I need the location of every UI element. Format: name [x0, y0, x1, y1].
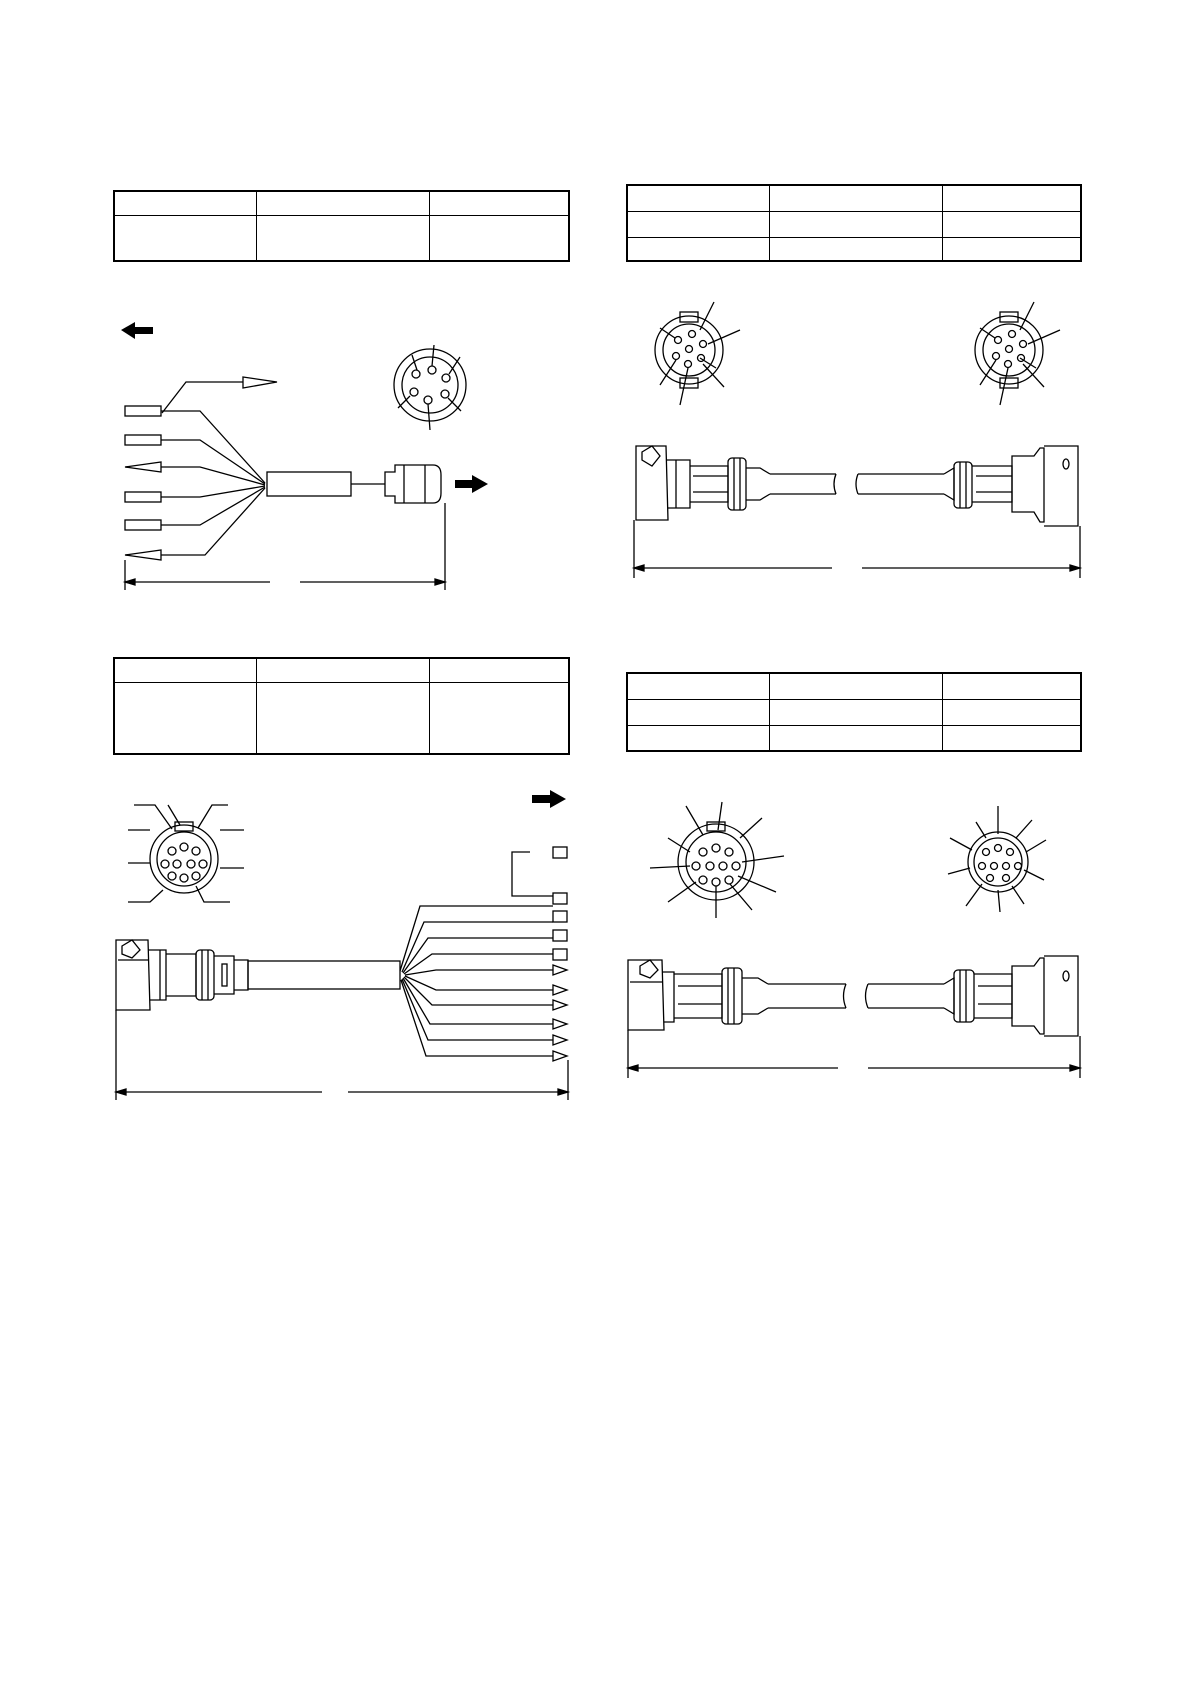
spade-terminal	[553, 847, 567, 858]
dimension-arrowhead	[116, 1089, 126, 1095]
plug-left	[628, 960, 768, 1030]
cable-sleeve	[248, 961, 400, 989]
arrow-right-icon	[455, 475, 488, 493]
connector-face-9pin-right	[948, 806, 1046, 912]
connector-face-6pin	[394, 345, 466, 430]
lead-wire	[400, 906, 553, 1056]
dimension-arrowhead	[558, 1089, 568, 1095]
plug-right	[944, 446, 1078, 526]
lead-wire	[512, 852, 553, 896]
cable	[770, 474, 836, 494]
cable-sleeve	[267, 472, 351, 496]
plug-right	[944, 956, 1078, 1036]
arrow-left-icon	[121, 322, 153, 339]
cable	[768, 984, 846, 1008]
dimension-arrowhead	[1070, 1065, 1080, 1071]
plug	[116, 940, 248, 1010]
spade-terminal	[553, 893, 567, 904]
cable	[856, 474, 944, 494]
arrow-right-icon	[532, 790, 566, 808]
spade-terminal	[125, 492, 161, 502]
dimension-arrowhead	[634, 565, 644, 571]
spade-terminal	[553, 930, 567, 941]
connector-face-10pin	[128, 805, 244, 902]
connector-face-10pin-left	[650, 802, 784, 918]
cable-d-drawing	[628, 802, 1080, 1078]
connector-face-7pin-right	[975, 302, 1060, 405]
cable-a-drawing	[121, 322, 488, 590]
plug-left	[636, 446, 770, 520]
dimension-arrowhead	[435, 579, 445, 585]
lead-wire	[161, 411, 265, 483]
dimension-arrowhead	[125, 579, 135, 585]
plug-body	[385, 465, 441, 503]
spade-terminal	[553, 911, 567, 922]
cable	[866, 984, 945, 1008]
connector-face-7pin-left	[655, 302, 740, 405]
lead-wire	[162, 382, 243, 413]
lead-wire	[161, 440, 265, 484]
dimension-arrowhead	[1070, 565, 1080, 571]
lead-wire	[161, 467, 265, 485]
cable-b-drawing	[634, 302, 1080, 578]
pin-terminal	[125, 550, 161, 560]
lead-wire	[161, 486, 265, 497]
spade-terminal	[553, 949, 567, 960]
pin-terminal	[125, 462, 161, 472]
spade-terminal	[125, 520, 161, 530]
dimension-arrowhead	[628, 1065, 638, 1071]
spade-terminal	[125, 435, 161, 445]
lead-wire	[161, 488, 265, 555]
pin-terminal	[553, 965, 567, 1061]
spade-terminal	[125, 406, 161, 416]
probe-tip	[243, 377, 277, 388]
cable-c-drawing	[116, 790, 568, 1100]
